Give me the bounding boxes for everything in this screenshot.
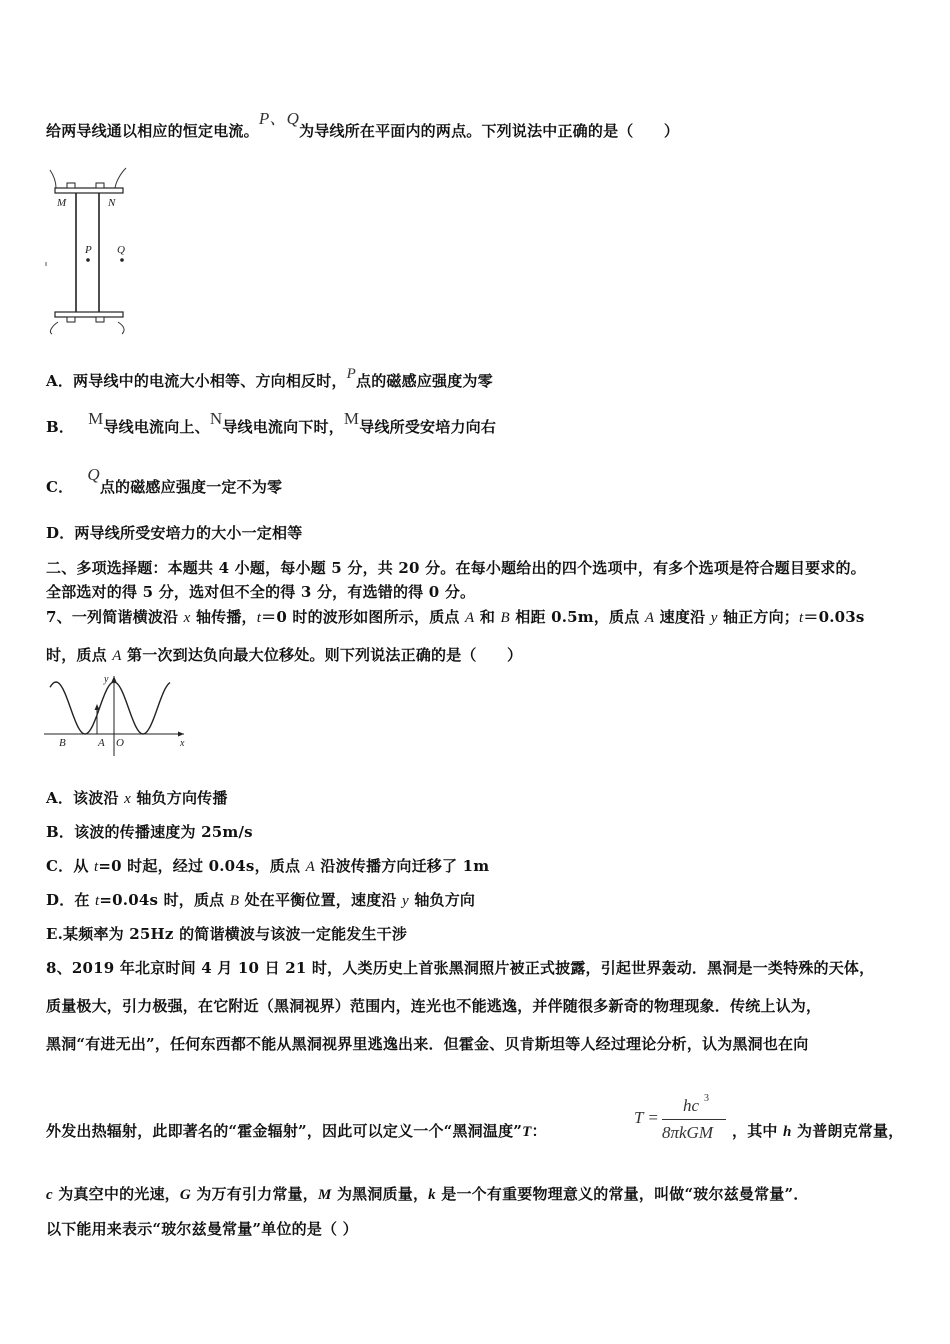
q7-t: 轴正方向； xyxy=(717,608,799,626)
q7-var-a: A xyxy=(465,610,475,626)
q8-line-3: 黑洞“有进无出”，任何东西都不能从黑洞视界里逃逸出来．但霍金、贝肯斯坦等人经过理论分析，认为黑洞也在向 xyxy=(46,1035,809,1053)
q6-option-a xyxy=(46,366,493,391)
label-n: N xyxy=(108,197,116,209)
q6-wire-figure xyxy=(40,164,140,339)
q7-var-b: B xyxy=(500,610,510,626)
q8-line-1: 8、2019 年北京时间 4 月 10 日 21 时，人类历史上首张黑洞照片被正式披露，引起世界轰动．黑洞是一类特殊的天体， xyxy=(46,959,875,977)
q6-option-d: D．两导线所受安培力的大小一定相等 xyxy=(46,524,303,542)
wave-label-a: A xyxy=(98,737,105,749)
q7-opt-t: 轴负方向 xyxy=(408,891,476,909)
q6-option-c-tail: 点的磁感应强度一定不为零 xyxy=(99,478,283,496)
formula-lhs: T = xyxy=(634,1108,659,1127)
q8-line-4 xyxy=(46,1120,547,1141)
q6-option-b xyxy=(46,409,497,437)
q7-option-c xyxy=(46,855,489,876)
q8-t: 外发出热辐射，此即著名的“霍金辐射”，因此可以定义一个“黑洞温度” xyxy=(46,1122,523,1140)
q8-var-m: M xyxy=(317,1187,332,1203)
q7-var-x: x xyxy=(124,791,131,807)
q6-stem-symbols: P、Q xyxy=(258,109,300,128)
q6-option-b-text-3: 导线所受安培力向右 xyxy=(359,418,497,436)
q6-stem xyxy=(46,109,680,141)
q7-var-a: A xyxy=(644,610,655,626)
q6-option-a-label: A．两导线中的电流大小相等、方向相反时， xyxy=(46,372,347,390)
q7-var-y: y xyxy=(402,893,409,909)
q8-line-2: 质量极大，引力极强，在它附近（黑洞视界）范围内，连光也不能逃逸，并伴随很多新奇的物理现象．传统上认为， xyxy=(46,997,822,1015)
q6-option-b-text-2: 导线电流向下时， xyxy=(222,418,344,436)
q8-t: 是一个有重要物理意义的常量，叫做“玻尔兹曼常量”． xyxy=(435,1185,809,1203)
q7-stem-line-2 xyxy=(46,644,522,665)
q8-var-t: T xyxy=(522,1124,532,1140)
q6-option-b-symbol-2: N xyxy=(209,409,223,428)
q8-var-c: c xyxy=(46,1187,53,1203)
wave-label-b: B xyxy=(59,737,66,749)
q7-option-b: B．该波的传播速度为 25m/s xyxy=(46,823,253,841)
formula-denominator: 8πkGM xyxy=(662,1123,713,1142)
q6-stem-before: 给两导线通以相应的恒定电流。 xyxy=(46,122,259,140)
q8-t: 为真空中的光速， xyxy=(52,1185,180,1203)
q7-var-y: y xyxy=(710,610,718,626)
q8-line-5 xyxy=(46,1183,809,1204)
q8-var-k: k xyxy=(428,1187,436,1203)
q6-option-b-text-1: 导线电流向上、 xyxy=(103,418,210,436)
q7-t: 轴传播， xyxy=(190,608,257,626)
q7-opt-t: C．从 xyxy=(46,857,94,875)
label-p: P xyxy=(85,244,92,256)
q7-var-t: t xyxy=(256,610,262,626)
q8-var-g: G xyxy=(179,1187,191,1203)
wave-label-y: y xyxy=(104,674,109,685)
q7-opt-t: D．在 xyxy=(46,891,96,909)
q7-t: 7、一列简谐横波沿 xyxy=(46,608,184,626)
q7-wave-figure xyxy=(42,670,192,760)
q6-option-a-symbol: P xyxy=(346,366,357,382)
q7-t: ＝0.03s xyxy=(803,608,865,626)
q6-option-b-symbol-3: M xyxy=(343,409,360,428)
q7-var-a: A xyxy=(305,859,315,875)
q7-stem-line-1 xyxy=(46,606,865,627)
wave-label-o: O xyxy=(116,737,124,749)
q7-opt-t: 处在平衡位置，速度沿 xyxy=(239,891,403,909)
q6-option-a-tail: 点的磁感应强度为零 xyxy=(356,372,493,390)
q7-opt-t: =0.04s 时，质点 xyxy=(99,891,230,909)
q7-t: 时，质点 xyxy=(46,646,113,664)
q8-var-h: h xyxy=(783,1124,792,1140)
q7-var-t: t xyxy=(799,610,804,626)
q8-line-4-tail xyxy=(732,1120,903,1141)
q8-line-6: 以下能用来表示“玻尔兹曼常量”单位的是（ ） xyxy=(46,1220,358,1238)
q8-t: ，其中 xyxy=(732,1122,784,1140)
q8-t: 为黑洞质量， xyxy=(331,1185,429,1203)
q6-option-c xyxy=(46,465,283,497)
section2-line-2: 全部选对的得 5 分，选对但不全的得 3 分，有选错的得 0 分。 xyxy=(46,583,476,601)
point-p xyxy=(86,258,90,262)
q7-var-t: t xyxy=(93,859,99,875)
q8-t: 为普朗克常量， xyxy=(791,1122,904,1140)
q7-t: 第一次到达负向最大位移处。则下列说法正确的是（ ） xyxy=(121,646,523,664)
q7-opt-t: =0 时起，经过 0.04s，质点 xyxy=(98,857,306,875)
q7-opt-t: 轴负方向传播 xyxy=(130,789,228,807)
q7-var-b: B xyxy=(229,893,240,909)
q6-option-c-symbol: Q xyxy=(87,465,100,484)
q7-var-x: x xyxy=(183,610,191,626)
q8-t: 为万有引力常量， xyxy=(190,1185,318,1203)
q7-t: 和 xyxy=(474,608,501,626)
q6-option-b-label: B． xyxy=(46,418,75,436)
wave-label-x: x xyxy=(180,738,185,749)
formula-exponent: 3 xyxy=(704,1093,709,1104)
q7-t: ＝0 时的波形如图所示，质点 xyxy=(261,608,466,626)
q7-opt-t: A．该波沿 xyxy=(46,789,125,807)
label-m: M xyxy=(57,197,67,209)
q6-stem-after: 为导线所在平面内的两点。下列说法中正确的是（ ） xyxy=(299,122,680,140)
q7-t: 速度沿 xyxy=(654,608,711,626)
q7-opt-t: 沿波传播方向迁移了 1m xyxy=(314,857,490,875)
q6-option-c-label: C． xyxy=(46,478,74,496)
point-q xyxy=(120,258,124,262)
q8-t: ： xyxy=(531,1122,547,1140)
formula-numerator: hc xyxy=(683,1096,700,1115)
q7-t: 相距 0.5m，质点 xyxy=(509,608,645,626)
q7-var-a: A xyxy=(112,648,122,664)
q7-option-a xyxy=(46,787,228,808)
q6-option-b-symbol-1: M xyxy=(88,409,104,428)
label-q: Q xyxy=(117,244,125,256)
q7-option-d xyxy=(46,889,475,910)
q7-option-e: E.某频率为 25Hz 的简谐横波与该波一定能发生干涉 xyxy=(46,925,408,943)
section2-line-1: 二、多项选择题：本题共 4 小题，每小题 5 分，共 20 分。在每小题给出的四个选项中，有多个选项是符合题目要求的。 xyxy=(46,559,866,577)
q7-var-t: t xyxy=(95,893,100,909)
fraction-bar xyxy=(662,1119,726,1120)
